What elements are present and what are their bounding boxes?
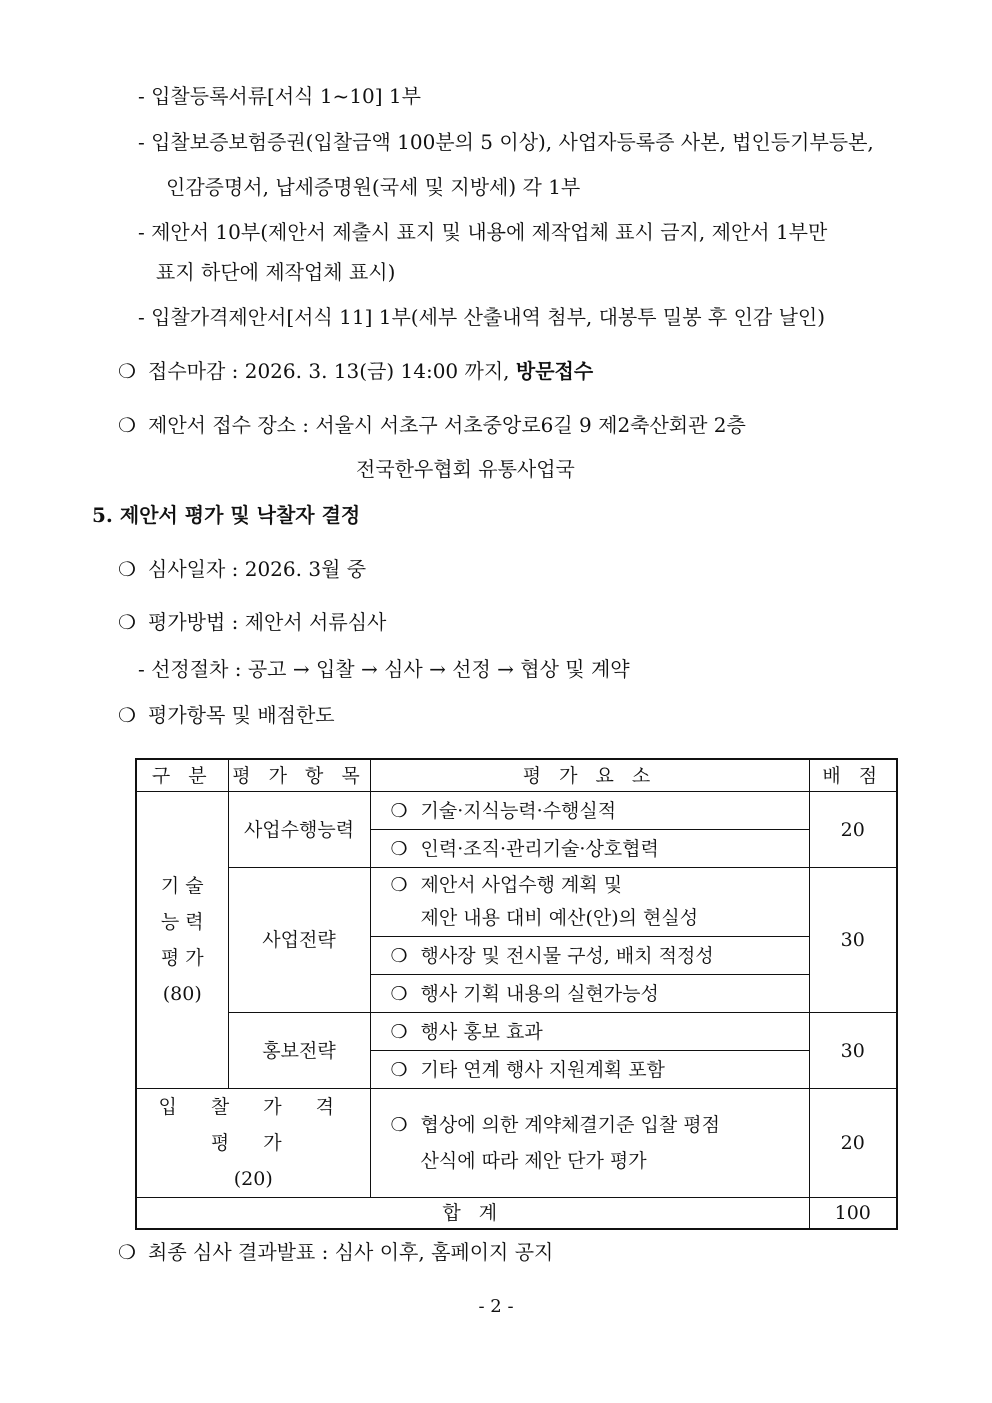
element-text: 행사 기획 내용의 실현가능성: [420, 982, 659, 1005]
final-result: 최종 심사 결과발표 : 심사 이후, 홈페이지 공지: [148, 1240, 554, 1264]
element-text: 기술·지식능력·수행실적: [420, 799, 617, 822]
items-title-line: [118, 701, 335, 729]
element-text: 제안서 사업수행 계획 및: [420, 874, 623, 896]
doc-line-1: [138, 82, 421, 110]
section-5-title: 5. 제안서 평가 및 낙찰자 결정: [92, 503, 361, 527]
element-cell: [370, 1089, 809, 1198]
circle-bullet-icon: ❍: [118, 1240, 136, 1264]
item-biz-strategy: 사업전략: [228, 868, 370, 1013]
proposal-copies-cont: 표지 하단에 제작업체 표시): [156, 260, 396, 284]
element-text-cont: 제안 내용 대비 예산(안)의 현실성: [420, 907, 699, 929]
score-biz-strategy: 30: [809, 868, 897, 1013]
deadline-text: 접수마감 : 2026. 3. 13(금) 14:00 까지,: [148, 359, 516, 383]
element-text: 행사장 및 전시물 구성, 배치 적정성: [420, 944, 714, 967]
total-label: 합 계: [136, 1198, 809, 1229]
element-text: 협상에 의한 계약체결기준 입찰 평점: [420, 1114, 720, 1136]
circle-bullet-icon: ❍: [390, 874, 408, 896]
page-number: - 2 -: [478, 1296, 514, 1317]
score-pr-strategy: 30: [809, 1013, 897, 1089]
element-cell: [370, 937, 809, 975]
element-cell: [370, 1013, 809, 1051]
procedure-line: [138, 655, 630, 683]
circle-bullet-icon: ❍: [118, 610, 136, 634]
tech-group-line: (80): [162, 983, 202, 1005]
bid-registration-docs: - 입찰등록서류[서식 1~10] 1부: [138, 84, 421, 108]
review-date: 심사일자 : 2026. 3월 중: [148, 557, 367, 581]
tech-group-line: 능 력: [160, 911, 204, 933]
element-cell: [370, 830, 809, 868]
table-header-row: [136, 759, 897, 792]
circle-bullet-icon: ❍: [390, 837, 408, 860]
circle-bullet-icon: ❍: [118, 413, 136, 437]
total-row: [136, 1198, 897, 1229]
element-cell: [370, 1051, 809, 1089]
element-text: 인력·조직·관리기술·상호협력: [420, 837, 659, 860]
doc-line-6: [138, 303, 825, 331]
tech-group-cell: [136, 792, 228, 1089]
score-price: 20: [809, 1089, 897, 1198]
submission-place-dept: 전국한우협회 유통사업국: [356, 457, 575, 481]
doc-line-4: [138, 218, 827, 246]
place-line: [118, 411, 746, 439]
element-text: 행사 홍보 효과: [420, 1020, 543, 1043]
circle-bullet-icon: ❍: [118, 703, 136, 727]
total-score: 100: [809, 1198, 897, 1229]
submission-place: 제안서 접수 장소 : 서울시 서초구 서초중앙로6길 9 제2축산회관 2층: [148, 413, 746, 437]
element-text: 기타 연계 행사 지원계획 포함: [420, 1058, 665, 1081]
element-cell: [370, 868, 809, 937]
final-result-line: [118, 1238, 553, 1266]
item-pr-strategy: 홍보전략: [228, 1013, 370, 1089]
bid-price-proposal: - 입찰가격제안서[서식 11] 1부(세부 산출내역 첨부, 대봉투 밀봉 후 인감 날인): [138, 305, 826, 329]
table-row: [136, 792, 897, 830]
header-item: 평 가 항 목: [228, 759, 370, 792]
tech-group-line: 평 가: [160, 947, 204, 969]
table-row: [136, 868, 897, 937]
doc-line-2: [138, 128, 874, 156]
evaluation-items-title: 평가항목 및 배점한도: [148, 703, 335, 727]
deadline-bold: 방문접수: [515, 359, 594, 383]
price-eval-points: (20): [233, 1168, 273, 1190]
bid-guarantee-docs: - 입찰보증보험증권(입찰금액 100분의 5 이상), 사업자등록증 사본, 법인등기부등본,: [138, 130, 874, 154]
place-line-2: [356, 455, 575, 483]
proposal-copies: - 제안서 10부(제안서 제출시 표지 및 내용에 제작업체 표시 금지, 제안서 1부만: [138, 220, 828, 244]
tech-group-line: 기 술: [160, 875, 204, 897]
method-line: [118, 608, 386, 636]
element-cell: [370, 975, 809, 1013]
circle-bullet-icon: ❍: [390, 1020, 408, 1043]
header-category: 구 분: [136, 759, 228, 792]
circle-bullet-icon: ❍: [390, 982, 408, 1005]
header-element: 평 가 요 소: [370, 759, 809, 792]
section-5-heading: [92, 501, 360, 529]
circle-bullet-icon: ❍: [390, 944, 408, 967]
circle-bullet-icon: ❍: [390, 1114, 408, 1136]
table-row: [136, 1013, 897, 1051]
evaluation-table: [135, 758, 898, 1230]
element-text-cont: 산식에 따라 제안 단가 평가: [420, 1150, 647, 1172]
circle-bullet-icon: ❍: [390, 1058, 408, 1081]
price-eval-cell: [136, 1089, 370, 1198]
review-date-line: [118, 555, 366, 583]
score-biz-capability: 20: [809, 792, 897, 868]
table-row: [136, 1089, 897, 1198]
element-cell: [370, 792, 809, 830]
price-eval-label: 입 찰 가 격 평 가: [158, 1096, 349, 1154]
evaluation-method: 평가방법 : 제안서 서류심사: [148, 610, 387, 634]
seal-tax-docs: 인감증명서, 납세증명원(국세 및 지방세) 각 1부: [166, 175, 581, 199]
doc-line-3: [166, 173, 580, 201]
circle-bullet-icon: ❍: [390, 799, 408, 822]
circle-bullet-icon: ❍: [118, 557, 136, 581]
item-biz-capability: 사업수행능력: [228, 792, 370, 868]
deadline-line: [118, 357, 593, 385]
header-score: 배 점: [809, 759, 897, 792]
selection-procedure: - 선정절차 : 공고 → 입찰 → 심사 → 선정 → 협상 및 계약: [138, 657, 630, 681]
doc-line-5: [156, 258, 395, 286]
circle-bullet-icon: ❍: [118, 359, 136, 383]
